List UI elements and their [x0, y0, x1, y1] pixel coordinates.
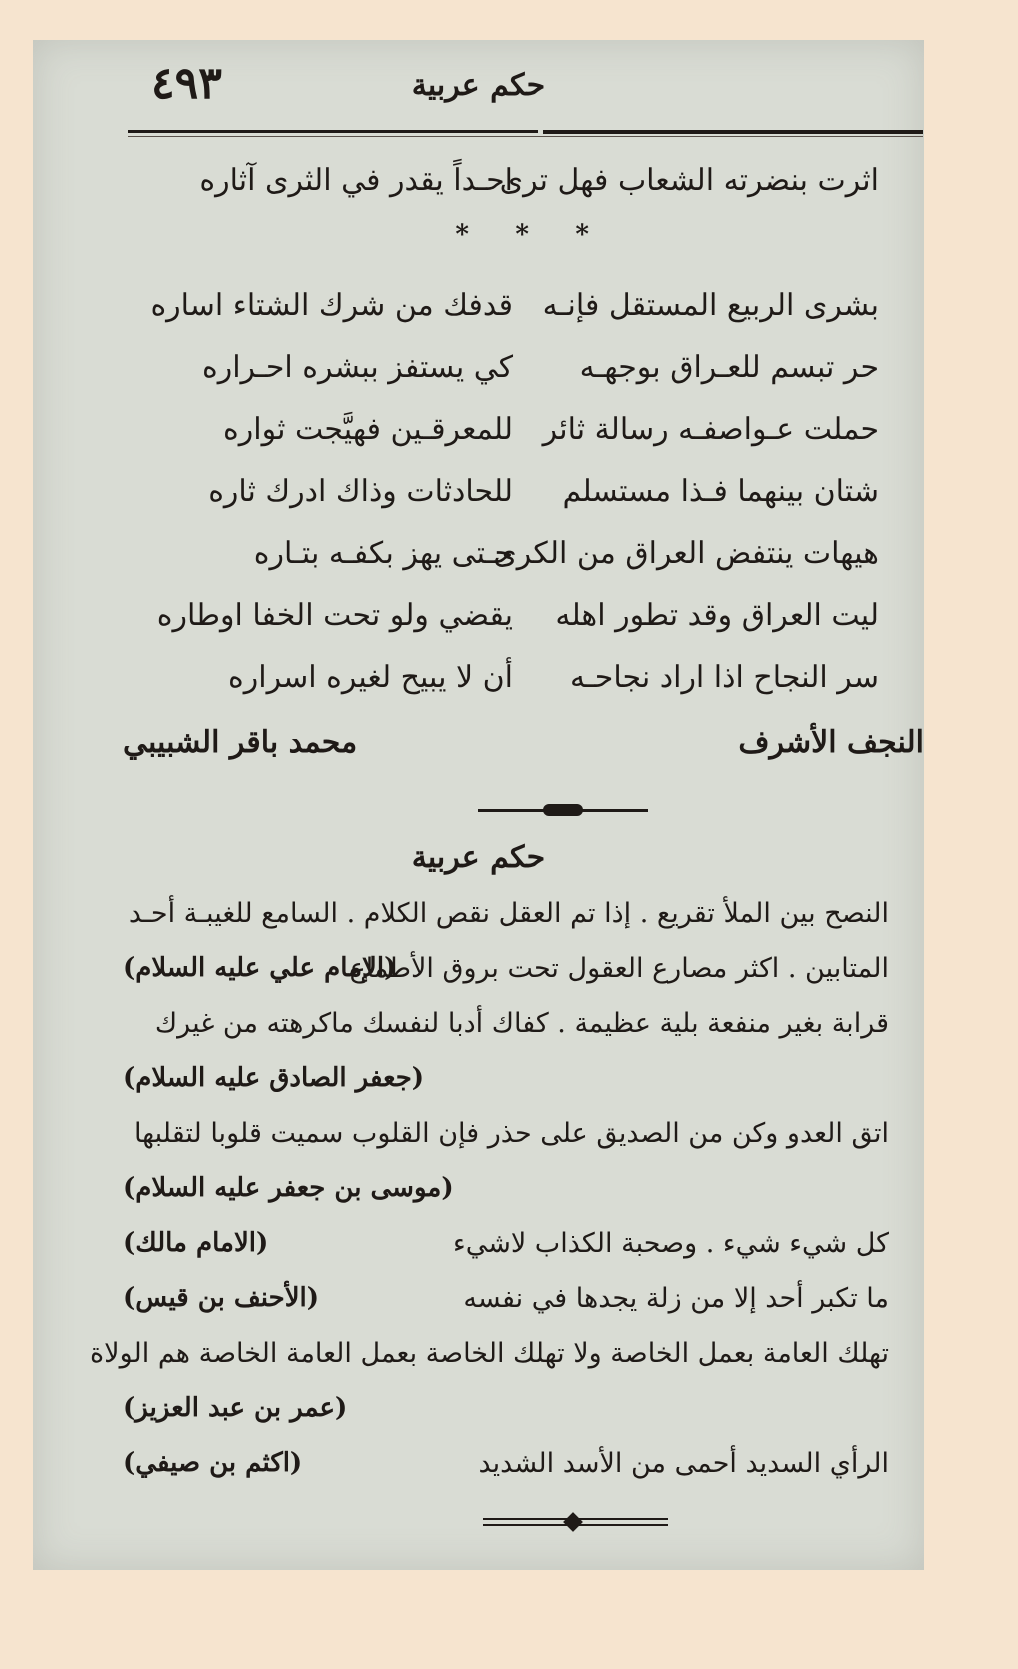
- poem-verse: [33, 155, 924, 217]
- saying-line: [33, 1112, 924, 1167]
- poem-verse: [33, 652, 924, 714]
- saying-attribution: (جعفر الصادق عليه السلام): [123, 1063, 425, 1093]
- page-header: [33, 40, 924, 140]
- saying-text: ما تكبر أحد إلا من زلة يجدها في نفسه: [463, 1283, 889, 1314]
- signature-place: النجف الأشرف: [738, 725, 924, 760]
- verse-second-hemistich: قدفك من شرك الشتاء اساره: [150, 288, 513, 323]
- saying-line: [33, 1222, 924, 1277]
- saying-line: [33, 1277, 924, 1332]
- verse-first-hemistich: اثرت بنضرته الشعاب فهل ترى: [499, 163, 879, 198]
- verse-second-hemistich: كي يستفز ببشره احـراره: [202, 350, 513, 385]
- header-rule-right: [543, 130, 923, 134]
- verse-second-hemistich: للمعرقـين فهيَّجت ثواره: [223, 412, 513, 447]
- end-ornament: [483, 1512, 668, 1534]
- saying-line: [33, 947, 924, 1002]
- header-rule-thin: [128, 136, 923, 137]
- saying-text: الرأي السديد أحمى من الأسد الشديد: [478, 1448, 889, 1479]
- saying-line: [33, 1167, 924, 1222]
- verse-second-hemistich: حـتى يهز بكفـه بتـاره: [253, 536, 513, 571]
- saying-attribution: (موسى بن جعفر عليه السلام): [123, 1173, 454, 1203]
- star-mark: *: [575, 220, 589, 250]
- verse-first-hemistich: سر النجاح اذا اراد نجاحـه: [569, 660, 879, 695]
- saying-attribution: (الأحنف بن قيس): [123, 1283, 320, 1313]
- saying-attribution: (اكثم بن صيفي): [123, 1448, 303, 1478]
- saying-line: [33, 892, 924, 947]
- verse-second-hemistich: يقضي ولو تحت الخفا اوطاره: [156, 598, 513, 633]
- poem-verse: [33, 528, 924, 590]
- saying-text: النصح بين الملأ تقريع . إذا تم العقل نقص الكلام . السامع للغيبـة أحـد: [128, 898, 889, 929]
- sayings-list: [33, 892, 924, 1497]
- saying-text: اتق العدو وكن من الصديق على حذر فإن القلوب سميت قلوبا لتقلبها: [133, 1118, 889, 1149]
- verse-second-hemistich: للحادثات وذاك ادرك ثاره: [208, 474, 513, 509]
- verse-first-hemistich: ليت العراق وقد تطور اهله: [555, 598, 879, 633]
- verse-first-hemistich: شتان بينهما فـذا مستسلم: [562, 474, 879, 509]
- page-number: ٤٩٣: [151, 58, 222, 109]
- verse-first-hemistich: هيهات ينتفض العراق من الكرى: [493, 536, 879, 571]
- star-separator: [33, 220, 924, 260]
- saying-text: كل شيء شيء . وصحبة الكذاب لاشيء: [453, 1228, 889, 1259]
- poem: [33, 155, 924, 217]
- header-rule-left: [128, 130, 538, 133]
- saying-attribution: (عمر بن عبد العزيز): [123, 1393, 348, 1423]
- verse-second-hemistich: أن لا يبيح لغيره اسراره: [228, 660, 513, 695]
- section-divider: [478, 803, 648, 817]
- verse-second-hemistich: احـداً يقدر في الثرى آثاره: [199, 163, 513, 198]
- poem-verse: [33, 342, 924, 404]
- saying-line: [33, 1057, 924, 1112]
- verse-first-hemistich: حر تبسم للعـراق بوجهـه: [579, 350, 879, 385]
- saying-line: [33, 1002, 924, 1057]
- book-page: [33, 40, 924, 1570]
- saying-text: تهلك العامة بعمل الخاصة ولا تهلك الخاصة بعمل العامة الخاصة هم الولاة: [90, 1338, 889, 1369]
- saying-line: [33, 1332, 924, 1387]
- poem-verse: [33, 404, 924, 466]
- verse-first-hemistich: حملت عـواصفـه رسالة ثائر: [542, 412, 879, 447]
- saying-attribution: (الامام مالك): [123, 1228, 269, 1258]
- star-mark: *: [455, 220, 469, 250]
- saying-attribution: (الإمام علي عليه السلام): [123, 953, 397, 983]
- saying-line: [33, 1442, 924, 1497]
- poem-body: [33, 280, 924, 714]
- saying-text: المتابين . اكثر مصارع العقول تحت بروق الأطماع: [349, 953, 889, 984]
- poem-verse: [33, 280, 924, 342]
- verse-first-hemistich: بشرى الربيع المستقل فإنـه: [542, 288, 879, 323]
- signature-author: محمد باقر الشبيبي: [123, 725, 358, 760]
- saying-line: [33, 1387, 924, 1442]
- star-mark: *: [515, 220, 529, 250]
- saying-text: قرابة بغير منفعة بلية عظيمة . كفاك أدبا لنفسك ماكرهته من غيرك: [154, 1008, 889, 1039]
- running-head: حكم عربية: [411, 68, 546, 103]
- poem-verse: [33, 466, 924, 528]
- section-title: حكم عربية: [411, 840, 546, 875]
- poem-verse: [33, 590, 924, 652]
- poem-signature: [33, 725, 924, 775]
